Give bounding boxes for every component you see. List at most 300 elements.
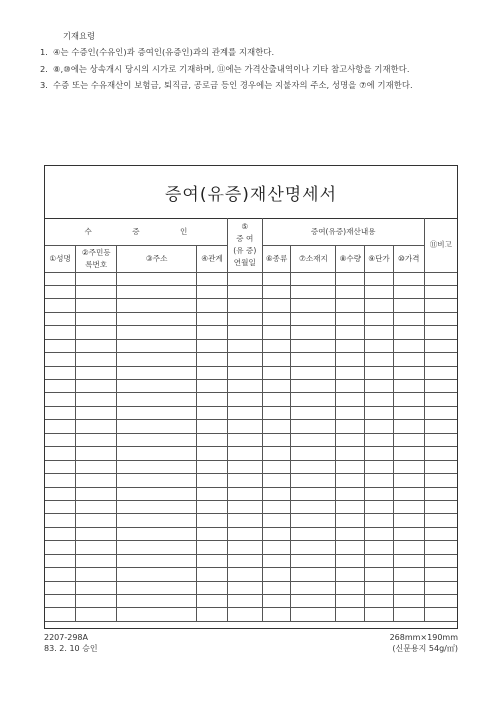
entry-cell[interactable] <box>336 353 365 366</box>
entry-cell[interactable] <box>197 326 228 339</box>
entry-cell[interactable] <box>291 487 336 500</box>
entry-cell[interactable] <box>197 595 228 608</box>
entry-cell[interactable] <box>291 568 336 581</box>
entry-cell[interactable] <box>197 460 228 473</box>
type-header: ⑥종류 <box>262 245 291 272</box>
entry-cell[interactable] <box>45 595 76 608</box>
entry-cell[interactable] <box>197 380 228 393</box>
entry-cell[interactable] <box>45 541 76 554</box>
entry-cell[interactable] <box>262 299 291 312</box>
form-title: 증여(유증)재산명세서 <box>45 166 457 219</box>
entry-cell[interactable] <box>336 272 365 285</box>
entry-cell[interactable] <box>262 393 291 406</box>
entry-cell[interactable] <box>393 326 424 339</box>
entry-cell[interactable] <box>227 527 262 540</box>
entry-cell[interactable] <box>262 447 291 460</box>
entry-cell[interactable] <box>336 595 365 608</box>
entry-cell[interactable] <box>76 312 117 325</box>
entry-cell[interactable] <box>227 339 262 352</box>
entry-cell[interactable] <box>227 581 262 594</box>
entry-cell[interactable] <box>117 406 197 419</box>
entry-cell[interactable] <box>197 527 228 540</box>
entry-cell[interactable] <box>424 339 457 352</box>
entry-cell[interactable] <box>424 393 457 406</box>
entry-cell[interactable] <box>393 420 424 433</box>
table-row <box>45 581 457 594</box>
entry-cell[interactable] <box>227 568 262 581</box>
entry-cell[interactable] <box>262 433 291 446</box>
instruction-text: ⑧,⑩에는 상속개시 당시의 시가로 기재하며, ⑪에는 가격산출내역이나 기타 참고사항을 기재한다. <box>53 63 410 74</box>
entry-cell[interactable] <box>393 299 424 312</box>
entry-cell[interactable] <box>76 406 117 419</box>
entry-cell[interactable] <box>424 366 457 379</box>
entry-cell[interactable] <box>291 500 336 513</box>
entry-cell[interactable] <box>424 595 457 608</box>
entry-cell[interactable] <box>393 527 424 540</box>
entry-cell[interactable] <box>76 568 117 581</box>
entry-cell[interactable] <box>117 433 197 446</box>
property-statement-form <box>44 165 458 629</box>
entry-cell[interactable] <box>291 366 336 379</box>
entry-cell[interactable] <box>424 420 457 433</box>
entry-cell[interactable] <box>76 393 117 406</box>
entry-cell[interactable] <box>365 541 394 554</box>
entry-cell[interactable] <box>424 312 457 325</box>
entry-cell[interactable] <box>197 393 228 406</box>
table-row <box>45 272 457 285</box>
entry-cell[interactable] <box>76 541 117 554</box>
entry-cell[interactable] <box>365 312 394 325</box>
entry-cell[interactable] <box>76 581 117 594</box>
entry-cell[interactable] <box>197 500 228 513</box>
entry-cell[interactable] <box>197 299 228 312</box>
entry-cell[interactable] <box>262 285 291 298</box>
entry-cell[interactable] <box>393 447 424 460</box>
entry-cell[interactable] <box>117 460 197 473</box>
entry-cell[interactable] <box>291 272 336 285</box>
entry-cell[interactable] <box>45 339 76 352</box>
entry-cell[interactable] <box>117 514 197 527</box>
entry-cell[interactable] <box>45 487 76 500</box>
entry-cell[interactable] <box>291 406 336 419</box>
entry-cell[interactable] <box>424 608 457 621</box>
entry-cell[interactable] <box>393 608 424 621</box>
entry-cell[interactable] <box>227 541 262 554</box>
entry-cell[interactable] <box>365 406 394 419</box>
entry-cell[interactable] <box>424 380 457 393</box>
entry-cell[interactable] <box>197 568 228 581</box>
entry-cell[interactable] <box>291 299 336 312</box>
entry-cell[interactable] <box>197 581 228 594</box>
entry-cell[interactable] <box>117 581 197 594</box>
entry-cell[interactable] <box>45 527 76 540</box>
entry-cell[interactable] <box>197 366 228 379</box>
entry-cell[interactable] <box>336 312 365 325</box>
entry-cell[interactable] <box>393 474 424 487</box>
entry-cell[interactable] <box>336 527 365 540</box>
entry-cell[interactable] <box>291 554 336 567</box>
entry-cell[interactable] <box>262 608 291 621</box>
entry-cell[interactable] <box>365 447 394 460</box>
entry-cell[interactable] <box>76 433 117 446</box>
entry-cell[interactable] <box>262 312 291 325</box>
entry-cell[interactable] <box>393 339 424 352</box>
entry-cell[interactable] <box>336 474 365 487</box>
entry-cell[interactable] <box>262 500 291 513</box>
entry-cell[interactable] <box>424 285 457 298</box>
entry-cell[interactable] <box>45 500 76 513</box>
entry-cell[interactable] <box>197 353 228 366</box>
entry-cell[interactable] <box>262 353 291 366</box>
entry-cell[interactable] <box>227 366 262 379</box>
entry-cell[interactable] <box>393 595 424 608</box>
entry-cell[interactable] <box>291 380 336 393</box>
entry-cell[interactable] <box>424 353 457 366</box>
entry-cell[interactable] <box>262 595 291 608</box>
entry-cell[interactable] <box>117 299 197 312</box>
entry-cell[interactable] <box>424 487 457 500</box>
entry-cell[interactable] <box>117 541 197 554</box>
entry-cell[interactable] <box>291 433 336 446</box>
entry-cell[interactable] <box>227 608 262 621</box>
entry-cell[interactable] <box>291 541 336 554</box>
entry-cell[interactable] <box>393 514 424 527</box>
entry-cell[interactable] <box>393 541 424 554</box>
entry-cell[interactable] <box>393 393 424 406</box>
entry-cell[interactable] <box>424 460 457 473</box>
entry-cell[interactable] <box>291 474 336 487</box>
entry-cell[interactable] <box>336 406 365 419</box>
entry-cell[interactable] <box>76 353 117 366</box>
entry-cell[interactable] <box>76 527 117 540</box>
entry-cell[interactable] <box>424 527 457 540</box>
entry-cell[interactable] <box>291 353 336 366</box>
entry-cell[interactable] <box>365 595 394 608</box>
entry-cell[interactable] <box>117 285 197 298</box>
entry-cell[interactable] <box>76 447 117 460</box>
entry-cell[interactable] <box>76 460 117 473</box>
entry-cell[interactable] <box>76 500 117 513</box>
entry-cell[interactable] <box>424 554 457 567</box>
entry-cell[interactable] <box>227 420 262 433</box>
entry-cell[interactable] <box>424 581 457 594</box>
entry-cell[interactable] <box>227 554 262 567</box>
entry-cell[interactable] <box>227 393 262 406</box>
entry-cell[interactable] <box>76 608 117 621</box>
entry-cell[interactable] <box>227 353 262 366</box>
entry-cell[interactable] <box>227 406 262 419</box>
table-row <box>45 568 457 581</box>
price-header: ⑩가격 <box>393 245 424 272</box>
entry-cell[interactable] <box>291 339 336 352</box>
entry-cell[interactable] <box>393 581 424 594</box>
entry-cell[interactable] <box>117 272 197 285</box>
entry-cell[interactable] <box>197 474 228 487</box>
entry-cell[interactable] <box>393 568 424 581</box>
entry-cell[interactable] <box>365 299 394 312</box>
entry-cell[interactable] <box>365 568 394 581</box>
entry-cell[interactable] <box>262 339 291 352</box>
entry-cell[interactable] <box>45 433 76 446</box>
entry-cell[interactable] <box>76 554 117 567</box>
entry-cell[interactable] <box>45 285 76 298</box>
entry-cell[interactable] <box>336 608 365 621</box>
entry-cell[interactable] <box>424 514 457 527</box>
entry-cell[interactable] <box>262 487 291 500</box>
entry-cell[interactable] <box>117 487 197 500</box>
entry-cell[interactable] <box>336 554 365 567</box>
entry-cell[interactable] <box>393 500 424 513</box>
entry-cell[interactable] <box>45 299 76 312</box>
entry-cell[interactable] <box>197 272 228 285</box>
table-row <box>45 527 457 540</box>
entry-cell[interactable] <box>76 326 117 339</box>
entry-cell[interactable] <box>262 460 291 473</box>
entry-cell[interactable] <box>365 527 394 540</box>
table-row <box>45 299 457 312</box>
entry-cell[interactable] <box>291 581 336 594</box>
entry-cell[interactable] <box>117 339 197 352</box>
entry-cell[interactable] <box>117 568 197 581</box>
entry-cell[interactable] <box>365 353 394 366</box>
entry-cell[interactable] <box>262 380 291 393</box>
entry-cell[interactable] <box>45 608 76 621</box>
entry-cell[interactable] <box>365 487 394 500</box>
entry-cell[interactable] <box>197 447 228 460</box>
entry-cell[interactable] <box>227 272 262 285</box>
table-row <box>45 514 457 527</box>
entry-cell[interactable] <box>365 581 394 594</box>
entry-cell[interactable] <box>365 339 394 352</box>
entry-cell[interactable] <box>336 581 365 594</box>
entry-cell[interactable] <box>45 366 76 379</box>
entry-cell[interactable] <box>336 299 365 312</box>
entry-cell[interactable] <box>117 527 197 540</box>
entry-cell[interactable] <box>262 474 291 487</box>
entry-cell[interactable] <box>365 272 394 285</box>
entry-cell[interactable] <box>336 326 365 339</box>
entry-cell[interactable] <box>291 608 336 621</box>
entry-cell[interactable] <box>117 474 197 487</box>
entry-cell[interactable] <box>262 541 291 554</box>
entry-cell[interactable] <box>365 420 394 433</box>
entry-cell[interactable] <box>197 433 228 446</box>
entry-cell[interactable] <box>262 527 291 540</box>
entry-cell[interactable] <box>45 474 76 487</box>
entry-cell[interactable] <box>76 339 117 352</box>
entry-cell[interactable] <box>117 447 197 460</box>
entry-cell[interactable] <box>262 366 291 379</box>
entry-cell[interactable] <box>76 366 117 379</box>
entry-cell[interactable] <box>365 433 394 446</box>
entry-cell[interactable] <box>291 527 336 540</box>
entry-cell[interactable] <box>197 514 228 527</box>
entry-cell[interactable] <box>336 366 365 379</box>
entry-cell[interactable] <box>424 406 457 419</box>
entry-cell[interactable] <box>45 420 76 433</box>
entry-cell[interactable] <box>45 514 76 527</box>
entry-cell[interactable] <box>393 380 424 393</box>
entry-cell[interactable] <box>197 541 228 554</box>
entry-cell[interactable] <box>117 312 197 325</box>
entry-cell[interactable] <box>365 285 394 298</box>
entry-cell[interactable] <box>117 326 197 339</box>
entry-cell[interactable] <box>76 380 117 393</box>
entry-cell[interactable] <box>424 447 457 460</box>
header-row-1 <box>45 218 457 245</box>
entry-cell[interactable] <box>291 326 336 339</box>
entry-cell[interactable] <box>424 299 457 312</box>
entry-cell[interactable] <box>262 406 291 419</box>
entry-cell[interactable] <box>45 393 76 406</box>
entry-cell[interactable] <box>393 366 424 379</box>
entry-cell[interactable] <box>262 272 291 285</box>
entry-cell[interactable] <box>336 447 365 460</box>
entry-cell[interactable] <box>393 272 424 285</box>
entry-cell[interactable] <box>117 554 197 567</box>
entry-cell[interactable] <box>291 393 336 406</box>
entry-cell[interactable] <box>424 272 457 285</box>
entry-cell[interactable] <box>424 433 457 446</box>
entry-cell[interactable] <box>45 312 76 325</box>
entry-cell[interactable] <box>117 608 197 621</box>
entry-cell[interactable] <box>393 487 424 500</box>
entry-cell[interactable] <box>76 272 117 285</box>
entry-cell[interactable] <box>336 500 365 513</box>
entry-cell[interactable] <box>365 554 394 567</box>
entry-cell[interactable] <box>336 568 365 581</box>
entry-cell[interactable] <box>197 487 228 500</box>
entry-cell[interactable] <box>117 353 197 366</box>
entry-cell[interactable] <box>393 554 424 567</box>
entry-cell[interactable] <box>424 474 457 487</box>
entry-cell[interactable] <box>365 380 394 393</box>
entry-cell[interactable] <box>76 595 117 608</box>
entry-cell[interactable] <box>45 353 76 366</box>
entry-cell[interactable] <box>117 420 197 433</box>
entry-cell[interactable] <box>197 608 228 621</box>
entry-cell[interactable] <box>393 406 424 419</box>
entry-cell[interactable] <box>336 541 365 554</box>
entry-cell[interactable] <box>291 312 336 325</box>
entry-cell[interactable] <box>393 285 424 298</box>
entry-cell[interactable] <box>76 487 117 500</box>
entry-cell[interactable] <box>262 514 291 527</box>
entry-cell[interactable] <box>365 514 394 527</box>
entry-cell[interactable] <box>424 541 457 554</box>
entry-cell[interactable] <box>393 460 424 473</box>
entry-cell[interactable] <box>365 366 394 379</box>
entry-cell[interactable] <box>197 312 228 325</box>
entry-cell[interactable] <box>227 326 262 339</box>
entry-cell[interactable] <box>197 339 228 352</box>
entry-cell[interactable] <box>45 447 76 460</box>
entry-cell[interactable] <box>45 554 76 567</box>
entry-cell[interactable] <box>76 299 117 312</box>
entry-cell[interactable] <box>227 514 262 527</box>
entry-cell[interactable] <box>336 420 365 433</box>
entry-cell[interactable] <box>424 500 457 513</box>
entry-cell[interactable] <box>262 554 291 567</box>
entry-cell[interactable] <box>117 500 197 513</box>
entry-cell[interactable] <box>117 366 197 379</box>
entry-cell[interactable] <box>45 460 76 473</box>
entry-cell[interactable] <box>291 285 336 298</box>
entry-cell[interactable] <box>227 595 262 608</box>
entry-cell[interactable] <box>45 568 76 581</box>
table-row <box>45 420 457 433</box>
entry-cell[interactable] <box>336 487 365 500</box>
entry-cell[interactable] <box>117 380 197 393</box>
entry-cell[interactable] <box>262 420 291 433</box>
entry-cell[interactable] <box>45 272 76 285</box>
entry-cell[interactable] <box>117 393 197 406</box>
entry-cell[interactable] <box>365 608 394 621</box>
entry-cell[interactable] <box>197 554 228 567</box>
entry-cell[interactable] <box>227 380 262 393</box>
entry-cell[interactable] <box>45 326 76 339</box>
entry-cell[interactable] <box>336 285 365 298</box>
entry-cell[interactable] <box>227 460 262 473</box>
entry-cell[interactable] <box>197 285 228 298</box>
entry-cell[interactable] <box>117 595 197 608</box>
entry-cell[interactable] <box>336 380 365 393</box>
entry-cell[interactable] <box>291 420 336 433</box>
entry-cell[interactable] <box>393 312 424 325</box>
entry-cell[interactable] <box>197 406 228 419</box>
entry-cell[interactable] <box>45 406 76 419</box>
entry-cell[interactable] <box>291 460 336 473</box>
entry-cell[interactable] <box>76 514 117 527</box>
entry-cell[interactable] <box>76 420 117 433</box>
entry-cell[interactable] <box>365 326 394 339</box>
entry-cell[interactable] <box>76 474 117 487</box>
entry-cell[interactable] <box>197 420 228 433</box>
entry-cell[interactable] <box>393 353 424 366</box>
entry-cell[interactable] <box>76 285 117 298</box>
address-header: ③주소 <box>117 245 197 272</box>
entry-cell[interactable] <box>393 433 424 446</box>
entry-cell[interactable] <box>336 339 365 352</box>
entry-cell[interactable] <box>336 460 365 473</box>
entry-cell[interactable] <box>365 474 394 487</box>
entry-cell[interactable] <box>291 595 336 608</box>
entry-cell[interactable] <box>262 581 291 594</box>
entry-cell[interactable] <box>227 433 262 446</box>
entry-cell[interactable] <box>365 393 394 406</box>
entry-cell[interactable] <box>45 380 76 393</box>
entry-cell[interactable] <box>424 326 457 339</box>
entry-cell[interactable] <box>227 299 262 312</box>
entry-cell[interactable] <box>336 514 365 527</box>
entry-cell[interactable] <box>365 500 394 513</box>
entry-cell[interactable] <box>291 514 336 527</box>
entry-cell[interactable] <box>424 568 457 581</box>
entry-cell[interactable] <box>336 393 365 406</box>
entry-cell[interactable] <box>336 433 365 446</box>
entry-cell[interactable] <box>227 312 262 325</box>
entry-cell[interactable] <box>262 568 291 581</box>
entry-cell[interactable] <box>227 447 262 460</box>
entry-cell[interactable] <box>45 581 76 594</box>
entry-cell[interactable] <box>227 474 262 487</box>
entry-cell[interactable] <box>227 487 262 500</box>
entry-cell[interactable] <box>227 285 262 298</box>
entry-cell[interactable] <box>227 500 262 513</box>
entry-cell[interactable] <box>291 447 336 460</box>
entry-cell[interactable] <box>365 460 394 473</box>
entry-cell[interactable] <box>262 326 291 339</box>
